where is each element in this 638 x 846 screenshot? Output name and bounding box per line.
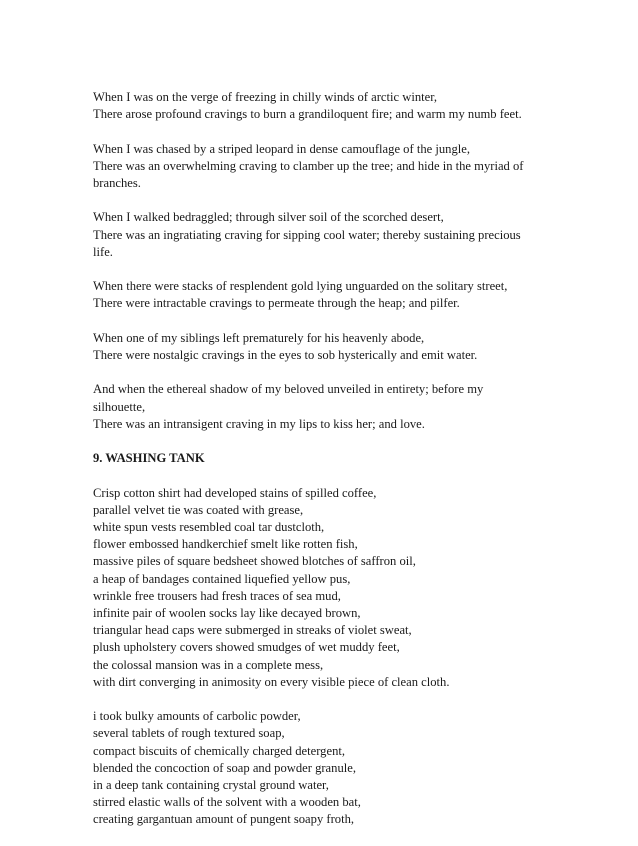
poem-line: stirred elastic walls of the solvent with a wooden bat, [93, 795, 361, 810]
poem-stanza [93, 330, 563, 364]
poem-line: flower embossed handkerchief smelt like rotten fish, [93, 537, 358, 552]
poem-line: There were intractable cravings to permeate through the heap; and pilfer. [93, 296, 460, 311]
poem-line: When I was chased by a striped leopard in dense camouflage of the jungle, [93, 141, 470, 156]
poem-line: i took bulky amounts of carbolic powder, [93, 709, 301, 724]
poem-stanza [93, 141, 563, 193]
poem-line: creating gargantuan amount of pungent soapy froth, [93, 812, 355, 827]
poem-line: parallel velvet tie was coated with grease, [93, 502, 304, 517]
poem-line: And when the ethereal shadow of my beloved unveiled in entirety; before my [93, 382, 484, 397]
poem-line: When there were stacks of resplendent gold lying unguarded on the solitary street, [93, 279, 508, 294]
poem-line: blended the concoction of soap and powder granule, [93, 760, 356, 775]
poem-stanza [93, 485, 563, 691]
poem-line: plush upholstery covers showed smudges of wet muddy feet, [93, 640, 400, 655]
poem-line: in a deep tank containing crystal ground water, [93, 778, 329, 792]
poem-line: When one of my siblings left prematurely for his heavenly abode, [93, 330, 425, 345]
poem-line: life. [93, 244, 113, 259]
poem-stanza [93, 708, 563, 828]
poem-stanza [93, 381, 563, 433]
poem-line: There were nostalgic cravings in the eyes to sob hysterically and emit water. [93, 347, 478, 362]
document-page [93, 89, 563, 846]
poem-line: There was an ingratiating craving for sipping cool water; thereby sustaining precious [93, 227, 521, 242]
poem-line: compact biscuits of chemically charged detergent, [93, 743, 346, 758]
poem-line: triangular head caps were submerged in streaks of violet sweat, [93, 623, 412, 638]
poem-stanza [93, 278, 563, 312]
poem-line: the colossal mansion was in a complete mess, [93, 657, 324, 672]
poem-line: There arose profound cravings to burn a grandiloquent fire; and warm my numb feet. [93, 107, 522, 122]
poem-line: massive piles of square bedsheet showed blotches of saffron oil, [93, 554, 416, 569]
poem-line: a heap of bandages contained liquefied yellow pus, [93, 571, 351, 586]
poem-stanza [93, 89, 563, 123]
poem-line: branches. [93, 176, 141, 190]
poem-line: infinite pair of woolen socks lay like decayed brown, [93, 605, 361, 620]
poem-line: When I walked bedraggled; through silver soil of the scorched desert, [93, 210, 444, 225]
poem-line: several tablets of rough textured soap, [93, 726, 285, 741]
section-heading: 9. WASHING TANK [93, 451, 205, 466]
poem-stanza [93, 209, 563, 261]
poem-line: Crisp cotton shirt had developed stains of spilled coffee, [93, 485, 377, 500]
poem-line: There was an overwhelming craving to clamber up the tree; and hide in the myriad of [93, 158, 524, 173]
poem-line: white spun vests resembled coal tar dustcloth, [93, 519, 325, 534]
poem-line: There was an intransigent craving in my lips to kiss her; and love. [93, 416, 425, 431]
poem-line: silhouette, [93, 399, 146, 414]
poem-line: with dirt converging in animosity on every visible piece of clean cloth. [93, 674, 450, 689]
poem-line: wrinkle free trousers had fresh traces of sea mud, [93, 588, 341, 603]
poem-line: When I was on the verge of freezing in chilly winds of arctic winter, [93, 90, 438, 104]
